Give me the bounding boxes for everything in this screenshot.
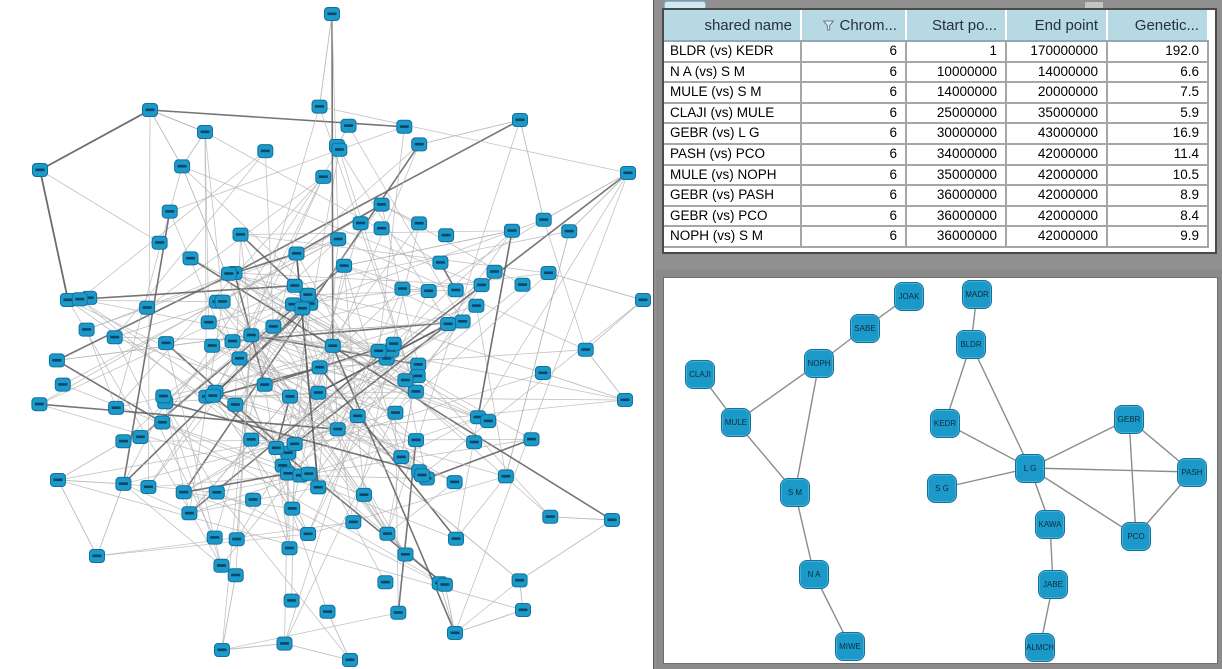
node-label-smudge xyxy=(319,175,328,178)
node-label-smudge xyxy=(212,491,221,494)
network-edge xyxy=(379,127,405,351)
node-madr[interactable]: MADR xyxy=(962,280,992,309)
node-label-smudge xyxy=(290,443,299,446)
network-edge xyxy=(58,480,123,484)
network-edge xyxy=(586,350,625,400)
table-cell[interactable]: MULE (vs) S M xyxy=(664,82,801,103)
network-edge xyxy=(58,480,97,556)
table-cell[interactable]: 34000000 xyxy=(906,144,1006,165)
network-edge xyxy=(544,220,586,350)
node-label-smudge xyxy=(52,359,61,362)
network-edge xyxy=(549,273,644,300)
node-label-smudge xyxy=(208,394,217,397)
filter-icon[interactable] xyxy=(823,20,834,31)
network-edge xyxy=(97,534,308,556)
network-edge xyxy=(520,520,612,580)
node-label-smudge xyxy=(119,482,128,485)
node-label-smudge xyxy=(269,325,278,328)
table-cell[interactable]: 5.9 xyxy=(1107,103,1208,124)
filler-cell xyxy=(1208,226,1215,247)
node-label-smudge xyxy=(377,203,386,206)
table-row[interactable] xyxy=(664,206,1215,227)
node-joak[interactable]: JOAK xyxy=(894,282,924,311)
filler-cell xyxy=(1208,82,1215,103)
node-label-smudge xyxy=(501,475,510,478)
table-cell[interactable]: 43000000 xyxy=(1006,123,1107,144)
node-pash[interactable]: PASH xyxy=(1177,458,1207,487)
table-row[interactable] xyxy=(664,41,1215,62)
column-label: Start po... xyxy=(931,16,997,34)
table-cell[interactable]: CLAJI (vs) MULE xyxy=(664,103,801,124)
node-label-smudge xyxy=(353,415,362,418)
node-label-smudge xyxy=(283,472,292,475)
table-cell[interactable]: 42000000 xyxy=(1006,144,1107,165)
table-cell[interactable]: NOPH (vs) S M xyxy=(664,226,801,247)
node-label-smudge xyxy=(344,124,353,127)
network-edge xyxy=(419,120,520,144)
network-edge xyxy=(40,170,68,300)
table-cell[interactable]: 6.6 xyxy=(1107,62,1208,83)
node-label-smudge xyxy=(360,493,369,496)
node-sabe[interactable]: SABE xyxy=(850,314,880,343)
network-edge xyxy=(222,575,236,650)
column-label: Genetic... xyxy=(1134,16,1199,34)
node-label-smudge xyxy=(247,334,256,337)
node-label-smudge xyxy=(334,238,343,241)
node-label-smudge xyxy=(440,583,449,586)
node-label-smudge xyxy=(451,632,460,635)
table-cell[interactable]: GEBR (vs) L G xyxy=(664,123,801,144)
node-label-smudge xyxy=(391,411,400,414)
node-label-smudge xyxy=(93,555,102,558)
node-label-smudge xyxy=(424,290,433,293)
node-label-smudge xyxy=(346,659,355,662)
filler-cell xyxy=(1208,165,1215,186)
table-row[interactable] xyxy=(664,226,1215,247)
edge-GEBR-PCO[interactable] xyxy=(1129,419,1136,536)
node-label-smudge xyxy=(624,172,633,175)
node-label-smudge xyxy=(231,403,240,406)
node-label-smudge xyxy=(389,342,398,345)
table-row[interactable] xyxy=(664,165,1215,186)
node-kawa[interactable]: KAWA xyxy=(1035,510,1065,539)
node-label-smudge xyxy=(374,350,383,353)
node-label-smudge xyxy=(356,222,365,225)
node-label-smudge xyxy=(82,328,91,331)
table-cell[interactable]: 25000000 xyxy=(906,103,1006,124)
node-label-smudge xyxy=(323,610,332,613)
network-edge xyxy=(338,285,482,429)
node-label-smudge xyxy=(415,222,424,225)
network-edge xyxy=(455,610,523,633)
network-edge xyxy=(123,484,221,566)
node-label-smudge xyxy=(36,169,45,172)
table-cell[interactable]: 192.0 xyxy=(1107,41,1208,62)
node-label-smudge xyxy=(314,391,323,394)
node-label-smudge xyxy=(64,299,73,302)
table-cell[interactable]: 11.4 xyxy=(1107,144,1208,165)
table-cell[interactable]: 6 xyxy=(801,185,906,206)
node-label-smudge xyxy=(538,372,547,375)
table-row[interactable] xyxy=(664,185,1215,206)
table-row[interactable] xyxy=(664,103,1215,124)
table-cell[interactable]: 6 xyxy=(801,62,906,83)
node-label-smudge xyxy=(349,521,358,524)
network-edge xyxy=(320,107,629,173)
table-cell[interactable]: 42000000 xyxy=(1006,226,1107,247)
node-label-smudge xyxy=(328,13,337,16)
node-label-smudge xyxy=(411,390,420,393)
node-label-smudge xyxy=(208,344,217,347)
column-header-end_point[interactable] xyxy=(1006,10,1107,41)
node-label-smudge xyxy=(442,234,451,237)
node-label-smudge xyxy=(508,229,517,232)
node-s-g[interactable]: S G xyxy=(927,474,957,503)
node-label-smudge xyxy=(527,438,536,441)
node-label-smudge xyxy=(236,233,245,236)
table-cell[interactable]: GEBR (vs) PCO xyxy=(664,206,801,227)
edge-NOPH-SM[interactable] xyxy=(795,363,819,492)
network-edge xyxy=(222,644,285,650)
node-label-smudge xyxy=(272,447,281,450)
node-label-smudge xyxy=(381,581,390,584)
right-panels xyxy=(653,0,1222,669)
node-label-smudge xyxy=(398,287,407,290)
node-label-smudge xyxy=(546,515,555,518)
edge-attribute-table-panel xyxy=(662,8,1217,254)
table-cell[interactable]: 10.5 xyxy=(1107,165,1208,186)
network-edge xyxy=(68,286,295,300)
table-cell[interactable]: 6 xyxy=(801,103,906,124)
network-edge xyxy=(320,367,456,538)
table-cell[interactable]: 6 xyxy=(801,165,906,186)
node-label-smudge xyxy=(298,307,307,310)
filler-cell xyxy=(1208,185,1215,206)
column-header-genetic[interactable] xyxy=(1107,10,1208,41)
node-label-smudge xyxy=(333,428,342,431)
edge-LG-PASH[interactable] xyxy=(1030,468,1192,472)
node-label-smudge xyxy=(452,537,461,540)
node-kedr[interactable]: KEDR xyxy=(930,409,960,438)
table-cell[interactable]: 30000000 xyxy=(906,123,1006,144)
column-label: Chrom... xyxy=(839,16,897,34)
table-cell[interactable]: 35000000 xyxy=(906,165,1006,186)
node-label-smudge xyxy=(54,479,63,482)
node-almch[interactable]: ALMCH xyxy=(1025,633,1055,662)
table-cell[interactable]: 6 xyxy=(801,226,906,247)
table-row[interactable] xyxy=(664,144,1215,165)
table-row[interactable] xyxy=(664,82,1215,103)
node-label-smudge xyxy=(304,533,313,536)
node-label-smudge xyxy=(621,399,630,402)
table-cell[interactable]: N A (vs) S M xyxy=(664,62,801,83)
node-label-smudge xyxy=(470,441,479,444)
node-label-smudge xyxy=(204,321,213,324)
node-jabe[interactable]: JABE xyxy=(1038,570,1068,599)
network-edge xyxy=(235,120,521,273)
node-label-smudge xyxy=(539,218,548,221)
node-label-smudge xyxy=(544,272,553,275)
network-edge xyxy=(115,151,266,337)
node-label-smudge xyxy=(401,379,410,382)
node-label-smudge xyxy=(451,289,460,292)
node-pco[interactable]: PCO xyxy=(1121,522,1151,551)
node-label-smudge xyxy=(516,119,525,122)
network-edge xyxy=(40,170,160,243)
network-edge xyxy=(520,120,544,220)
node-label-smudge xyxy=(280,642,289,645)
node-label-smudge xyxy=(581,348,590,351)
node-label-smudge xyxy=(186,257,195,260)
table-cell[interactable]: 36000000 xyxy=(906,206,1006,227)
edge-attribute-table xyxy=(664,10,1215,248)
node-label-smudge xyxy=(287,599,296,602)
node-label-smudge xyxy=(515,579,524,582)
filler-cell xyxy=(1208,206,1215,227)
node-label-smudge xyxy=(247,438,256,441)
table-cell[interactable]: 6 xyxy=(801,41,906,62)
node-label-smudge xyxy=(178,165,187,168)
node-label-smudge xyxy=(436,261,445,264)
node-label-smudge xyxy=(112,406,121,409)
node-label-smudge xyxy=(278,464,287,467)
network-edge xyxy=(550,517,612,520)
node-s-m[interactable]: S M xyxy=(780,478,810,507)
table-cell[interactable]: 14000000 xyxy=(906,82,1006,103)
filler-cell xyxy=(1208,62,1215,83)
node-label-smudge xyxy=(340,264,349,267)
network-edge xyxy=(285,644,351,660)
table-cell[interactable]: 8.9 xyxy=(1107,185,1208,206)
node-label-smudge xyxy=(218,649,227,652)
network-edge xyxy=(170,150,340,212)
node-label-smudge xyxy=(217,564,226,567)
node-label-smudge xyxy=(418,474,427,477)
node-label-smudge xyxy=(261,150,270,153)
table-cell[interactable]: 9.9 xyxy=(1107,226,1208,247)
node-label-smudge xyxy=(314,486,323,489)
node-label-smudge xyxy=(401,553,410,556)
node-label-smudge xyxy=(249,498,258,501)
table-cell[interactable]: 35000000 xyxy=(1006,103,1107,124)
node-label-smudge xyxy=(288,507,297,510)
node-label-smudge xyxy=(290,284,299,287)
node-label-smudge xyxy=(458,320,467,323)
node-label-smudge xyxy=(136,436,145,439)
node-label-smudge xyxy=(472,304,481,307)
node-label-smudge xyxy=(413,375,422,378)
node-label-smudge xyxy=(185,512,194,515)
node-label-smudge xyxy=(119,440,128,443)
filler-cell xyxy=(1208,123,1215,144)
edge-BLDR-LG[interactable] xyxy=(971,344,1030,468)
node-gebr[interactable]: GEBR xyxy=(1114,405,1144,434)
node-l-g[interactable]: L G xyxy=(1015,454,1045,483)
node-label-smudge xyxy=(519,609,528,612)
table-cell[interactable]: 8.4 xyxy=(1107,206,1208,227)
network-edge xyxy=(544,173,628,220)
table-cell[interactable]: 42000000 xyxy=(1006,206,1107,227)
node-noph[interactable]: NOPH xyxy=(804,349,834,378)
subnetwork-panel xyxy=(656,270,1222,669)
node-label-smudge xyxy=(414,363,423,366)
node-bldr[interactable]: BLDR xyxy=(956,330,986,359)
network-edge xyxy=(344,231,512,266)
network-edge xyxy=(569,173,628,231)
node-n-a[interactable]: N A xyxy=(799,560,829,589)
network-edge xyxy=(40,110,150,170)
node-label-smudge xyxy=(383,532,392,535)
node-label-smudge xyxy=(444,323,453,326)
table-cell[interactable]: 14000000 xyxy=(1006,62,1107,83)
node-label-smudge xyxy=(224,272,233,275)
node-label-smudge xyxy=(165,210,174,213)
node-label-smudge xyxy=(415,143,424,146)
node-label-smudge xyxy=(179,491,188,494)
table-cell[interactable]: GEBR (vs) PASH xyxy=(664,185,801,206)
filler-cell xyxy=(1208,103,1215,124)
node-label-smudge xyxy=(218,300,227,303)
table-header-row xyxy=(664,10,1215,41)
node-label-smudge xyxy=(397,456,406,459)
node-label-smudge xyxy=(35,403,44,406)
table-cell[interactable]: PASH (vs) PCO xyxy=(664,144,801,165)
node-label-smudge xyxy=(201,131,210,134)
network-edge xyxy=(150,110,182,166)
column-header-start_position[interactable] xyxy=(906,10,1006,41)
table-cell[interactable]: 42000000 xyxy=(1006,185,1107,206)
network-edge xyxy=(320,14,333,107)
subnetwork-canvas[interactable] xyxy=(663,277,1218,664)
table-cell[interactable]: 6 xyxy=(801,82,906,103)
table-cell[interactable]: 36000000 xyxy=(906,185,1006,206)
node-label-smudge xyxy=(303,293,312,296)
network-edge xyxy=(586,300,643,350)
node-label-smudge xyxy=(490,270,499,273)
node-label-smudge xyxy=(210,536,219,539)
node-label-smudge xyxy=(394,611,403,614)
node-label-smudge xyxy=(412,439,421,442)
table-cell[interactable]: 36000000 xyxy=(906,226,1006,247)
table-cell[interactable]: 1 xyxy=(906,41,1006,62)
network-edge xyxy=(456,476,506,538)
table-cell[interactable]: BLDR (vs) KEDR xyxy=(664,41,801,62)
network-edge xyxy=(338,429,520,580)
node-label-smudge xyxy=(518,283,527,286)
table-cell[interactable]: 170000000 xyxy=(1006,41,1107,62)
node-label-smudge xyxy=(450,481,459,484)
node-label-smudge xyxy=(158,421,167,424)
node-miwe[interactable]: MIWE xyxy=(835,632,865,661)
node-label-smudge xyxy=(228,340,237,343)
table-cell[interactable]: 7.5 xyxy=(1107,82,1208,103)
node-label-smudge xyxy=(400,125,409,128)
table-cell[interactable]: 42000000 xyxy=(1006,165,1107,186)
node-label-smudge xyxy=(484,420,493,423)
network-edge xyxy=(222,613,398,650)
column-header-chromosome[interactable] xyxy=(801,10,906,41)
node-label-smudge xyxy=(292,252,301,255)
network-edge xyxy=(182,166,251,335)
node-label-smudge xyxy=(75,298,84,301)
node-label-smudge xyxy=(144,486,153,489)
table-cell[interactable]: 6 xyxy=(801,206,906,227)
subnetwork-edges xyxy=(664,278,1217,663)
node-label-smudge xyxy=(328,344,337,347)
node-label-smudge xyxy=(231,574,240,577)
node-claji[interactable]: CLAJI xyxy=(685,360,715,389)
node-label-smudge xyxy=(315,366,324,369)
network-edge xyxy=(387,173,628,359)
column-label: shared name xyxy=(704,16,792,34)
node-label-smudge xyxy=(146,109,155,112)
column-label: End point xyxy=(1034,16,1098,34)
node-label-smudge xyxy=(110,336,119,339)
column-header-shared_name[interactable] xyxy=(664,10,801,41)
network-edge xyxy=(445,585,455,633)
node-label-smudge xyxy=(155,241,164,244)
node-label-smudge xyxy=(232,538,241,541)
node-label-smudge xyxy=(304,472,313,475)
node-label-smudge xyxy=(639,299,648,302)
node-label-smudge xyxy=(335,148,344,151)
table-cell[interactable]: 20000000 xyxy=(1006,82,1107,103)
table-row[interactable] xyxy=(664,62,1215,83)
node-mule[interactable]: MULE xyxy=(721,408,751,437)
table-cell[interactable]: 6 xyxy=(801,144,906,165)
node-label-smudge xyxy=(608,519,617,522)
node-label-smudge xyxy=(284,451,293,454)
node-label-smudge xyxy=(477,284,486,287)
node-label-smudge xyxy=(315,105,324,108)
node-label-smudge xyxy=(285,547,294,550)
node-label-smudge xyxy=(159,395,168,398)
node-label-smudge xyxy=(565,230,574,233)
node-label-smudge xyxy=(58,383,67,386)
node-label-smudge xyxy=(162,342,171,345)
table-cell[interactable]: 6 xyxy=(801,123,906,144)
node-label-smudge xyxy=(235,357,244,360)
filler-column xyxy=(1208,10,1215,41)
network-edge xyxy=(150,110,404,127)
network-edge xyxy=(285,474,288,644)
table-row[interactable] xyxy=(664,123,1215,144)
table-cell[interactable]: MULE (vs) NOPH xyxy=(664,165,801,186)
node-label-smudge xyxy=(286,395,295,398)
filler-cell xyxy=(1208,144,1215,165)
table-cell[interactable]: 16.9 xyxy=(1107,123,1208,144)
filler-cell xyxy=(1208,41,1215,62)
node-label-smudge xyxy=(143,306,152,309)
table-cell[interactable]: 10000000 xyxy=(906,62,1006,83)
node-label-smudge xyxy=(260,383,269,386)
node-label-smudge xyxy=(377,227,386,230)
